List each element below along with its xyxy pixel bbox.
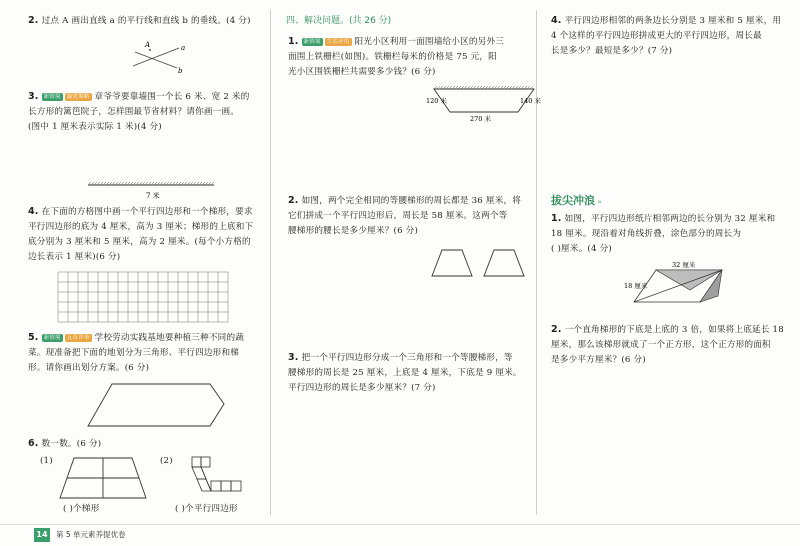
question-text: 它们拼成一个平行四边形后，周长是 58 厘米。这两个等 bbox=[288, 211, 508, 221]
question-middle-2 bbox=[288, 193, 533, 239]
question-right-4 bbox=[551, 13, 796, 59]
tag-new-context: 新情境 bbox=[43, 94, 61, 100]
point-a-label: A bbox=[145, 41, 151, 49]
question-number: 5. bbox=[28, 332, 39, 343]
question-left-5 bbox=[28, 330, 268, 376]
square-cell bbox=[192, 457, 201, 467]
answer-blank-parallelograms[interactable]: ( )个平行四边形 bbox=[175, 504, 238, 514]
question-text: 18 厘米。现沿着对角线折叠，涂色部分的周长为 bbox=[551, 229, 742, 239]
question-text: 菜。现准备把下面的地划分为三角形、平行四边形和梯 bbox=[28, 348, 240, 358]
question-text: 是多少平方厘米？(6 分) bbox=[551, 355, 646, 365]
square-cell bbox=[231, 481, 241, 491]
tag-new-context: 新情境 bbox=[303, 39, 321, 45]
question-text: 平行四边形的周长是多少厘米？(7 分) bbox=[288, 383, 436, 393]
fence-trapezoid-figure bbox=[426, 84, 542, 124]
tag-strategy: 最优策略 bbox=[66, 94, 90, 100]
question-text: 如图，两个完全相同的等腰梯形的周长都是 36 厘米，将 bbox=[301, 196, 522, 206]
question-text: (图中 1 厘米表示实际 1 米)(4 分) bbox=[28, 122, 162, 132]
question-text: 平行四边形的底为 4 厘米，高为 3 厘米；梯形的上底和下 bbox=[28, 222, 254, 232]
page-footer bbox=[0, 524, 800, 546]
square-cell bbox=[211, 481, 221, 491]
square-cell bbox=[201, 457, 210, 467]
footer-title: 第 5 单元素养提优卷 bbox=[56, 530, 126, 539]
fence-trapezoid bbox=[434, 89, 534, 112]
question-number: 4. bbox=[28, 206, 39, 217]
two-trapezoids-figure bbox=[432, 248, 532, 280]
question-left-3 bbox=[28, 89, 268, 135]
wall-figure bbox=[88, 182, 218, 202]
right-side-label: 140 米 bbox=[520, 97, 541, 105]
question-text: 形。请你画出划分方案。(6 分) bbox=[28, 363, 150, 373]
footer-divider bbox=[0, 524, 800, 525]
question-text: 学校劳动实践基地要种植三种不同的蔬 bbox=[94, 333, 245, 343]
section-title-text: 拔尖冲浪 bbox=[551, 194, 595, 207]
question-left-6 bbox=[28, 436, 268, 452]
question-number: 1. bbox=[551, 213, 562, 224]
line-a bbox=[133, 48, 179, 66]
question-number: 4. bbox=[551, 15, 562, 26]
question-left-2 bbox=[28, 13, 263, 29]
square-grid bbox=[58, 272, 233, 324]
question-number: 1. bbox=[288, 36, 299, 47]
line-b-label: b bbox=[178, 67, 183, 75]
question-number: 3. bbox=[28, 91, 39, 102]
question-text: 底分别为 3 厘米和 5 厘米，高为 2 厘米。(每个小方格的 bbox=[28, 237, 251, 247]
parallelogram-count-figure bbox=[190, 457, 260, 499]
question-text: 如图，平行四边形纸片相邻两边的长分别为 32 厘米和 bbox=[564, 214, 776, 224]
question-text: 厘米，那么该梯形就成了一个正方形，这个正方形的面积 bbox=[551, 340, 771, 350]
trapezoid-right bbox=[484, 250, 524, 276]
question-left-4 bbox=[28, 204, 268, 265]
question-text: 过点 A 画出直线 a 的平行线和直线 b 的垂线。(4 分) bbox=[41, 16, 251, 26]
left-side-label: 18 厘米 bbox=[624, 282, 648, 290]
question-text: 平行四边形相邻的两条边长分别是 3 厘米和 5 厘米，用 bbox=[564, 16, 782, 26]
trapezoid-count-figure bbox=[60, 458, 150, 500]
subquestion-1-label: (1) bbox=[40, 456, 53, 466]
question-text: 腰梯形的腰长是多少厘米？(6 分) bbox=[288, 226, 419, 236]
line-a-label: a bbox=[181, 44, 186, 52]
left-side-label: 120 米 bbox=[426, 97, 447, 105]
question-text[interactable]: ( )厘米。(4 分) bbox=[551, 244, 612, 254]
tag-new-context: 新情境 bbox=[43, 335, 61, 341]
question-middle-1 bbox=[288, 34, 533, 80]
section-title-challenge bbox=[551, 192, 602, 208]
question-text: 边长表示 1 厘米)(6 分) bbox=[28, 252, 121, 262]
question-number: 2. bbox=[288, 195, 299, 206]
land-plot-figure bbox=[88, 382, 228, 432]
question-text: 面围上铁栅栏(如图)。铁栅栏每米的价格是 75 元，阳 bbox=[288, 52, 497, 62]
question-text: 在下面的方格图中画一个平行四边形和一个梯形，要求 bbox=[41, 207, 253, 217]
question-text: 阳光小区利用一面围墙给小区的另外三 bbox=[354, 37, 505, 47]
question-right-1 bbox=[551, 211, 796, 257]
page-number: 14 bbox=[34, 528, 50, 542]
question-number: 2. bbox=[551, 324, 562, 335]
question-number: 6. bbox=[28, 438, 39, 449]
question-text: 长是多少？最短是多少？(7 分) bbox=[551, 46, 673, 56]
folded-parallelogram-figure bbox=[624, 261, 730, 312]
question-number: 3. bbox=[288, 352, 299, 363]
question-middle-3 bbox=[288, 350, 533, 396]
tag-five-education: 五育并举 bbox=[66, 335, 90, 341]
subquestion-2-label: (2) bbox=[160, 456, 173, 466]
tag-life-application: 生活应用 bbox=[326, 39, 350, 45]
question-text: 腰梯形的周长是 25 厘米，上底是 4 厘米，下底是 9 厘米。 bbox=[288, 368, 522, 378]
question-number: 2. bbox=[28, 15, 39, 26]
question-text: 一个直角梯形的下底是上底的 3 倍，如果将上底延长 18 bbox=[564, 325, 784, 335]
question-text: 4 个这样的平行四边形拼成更大的平行四边形，周长最 bbox=[551, 31, 762, 41]
question-text: 章爷爷要靠墙围一个长 6 米、宽 2 米的 bbox=[94, 92, 250, 102]
trapezoid-left bbox=[432, 250, 472, 276]
land-plot-shape bbox=[88, 384, 224, 426]
question-text: 光小区围铁栅栏共需要多少钱？(6 分) bbox=[288, 67, 436, 77]
question-text: 把一个平行四边形分成一个三角形和一个等腰梯形，等 bbox=[301, 353, 513, 363]
wall-length-label: 7 米 bbox=[146, 192, 160, 200]
answer-blank-trapezoids[interactable]: ( )个梯形 bbox=[63, 504, 100, 514]
point-a-dot bbox=[149, 49, 151, 51]
question-text: 长方形的篱笆院子，怎样围最节省材料？请你画一画。 bbox=[28, 107, 240, 117]
chevron-icon: » bbox=[595, 198, 602, 206]
bottom-side-label: 270 米 bbox=[470, 115, 491, 123]
square-cell bbox=[221, 481, 231, 491]
question-text: 数一数。(6 分) bbox=[41, 439, 102, 449]
question-right-2 bbox=[551, 322, 796, 368]
section-title-solve-problems: 四、解决问题。(共 26 分) bbox=[286, 16, 392, 26]
column-divider-left bbox=[270, 10, 271, 515]
lines-figure bbox=[115, 38, 195, 78]
top-side-label: 32 厘米 bbox=[672, 261, 696, 269]
line-b bbox=[135, 52, 177, 68]
